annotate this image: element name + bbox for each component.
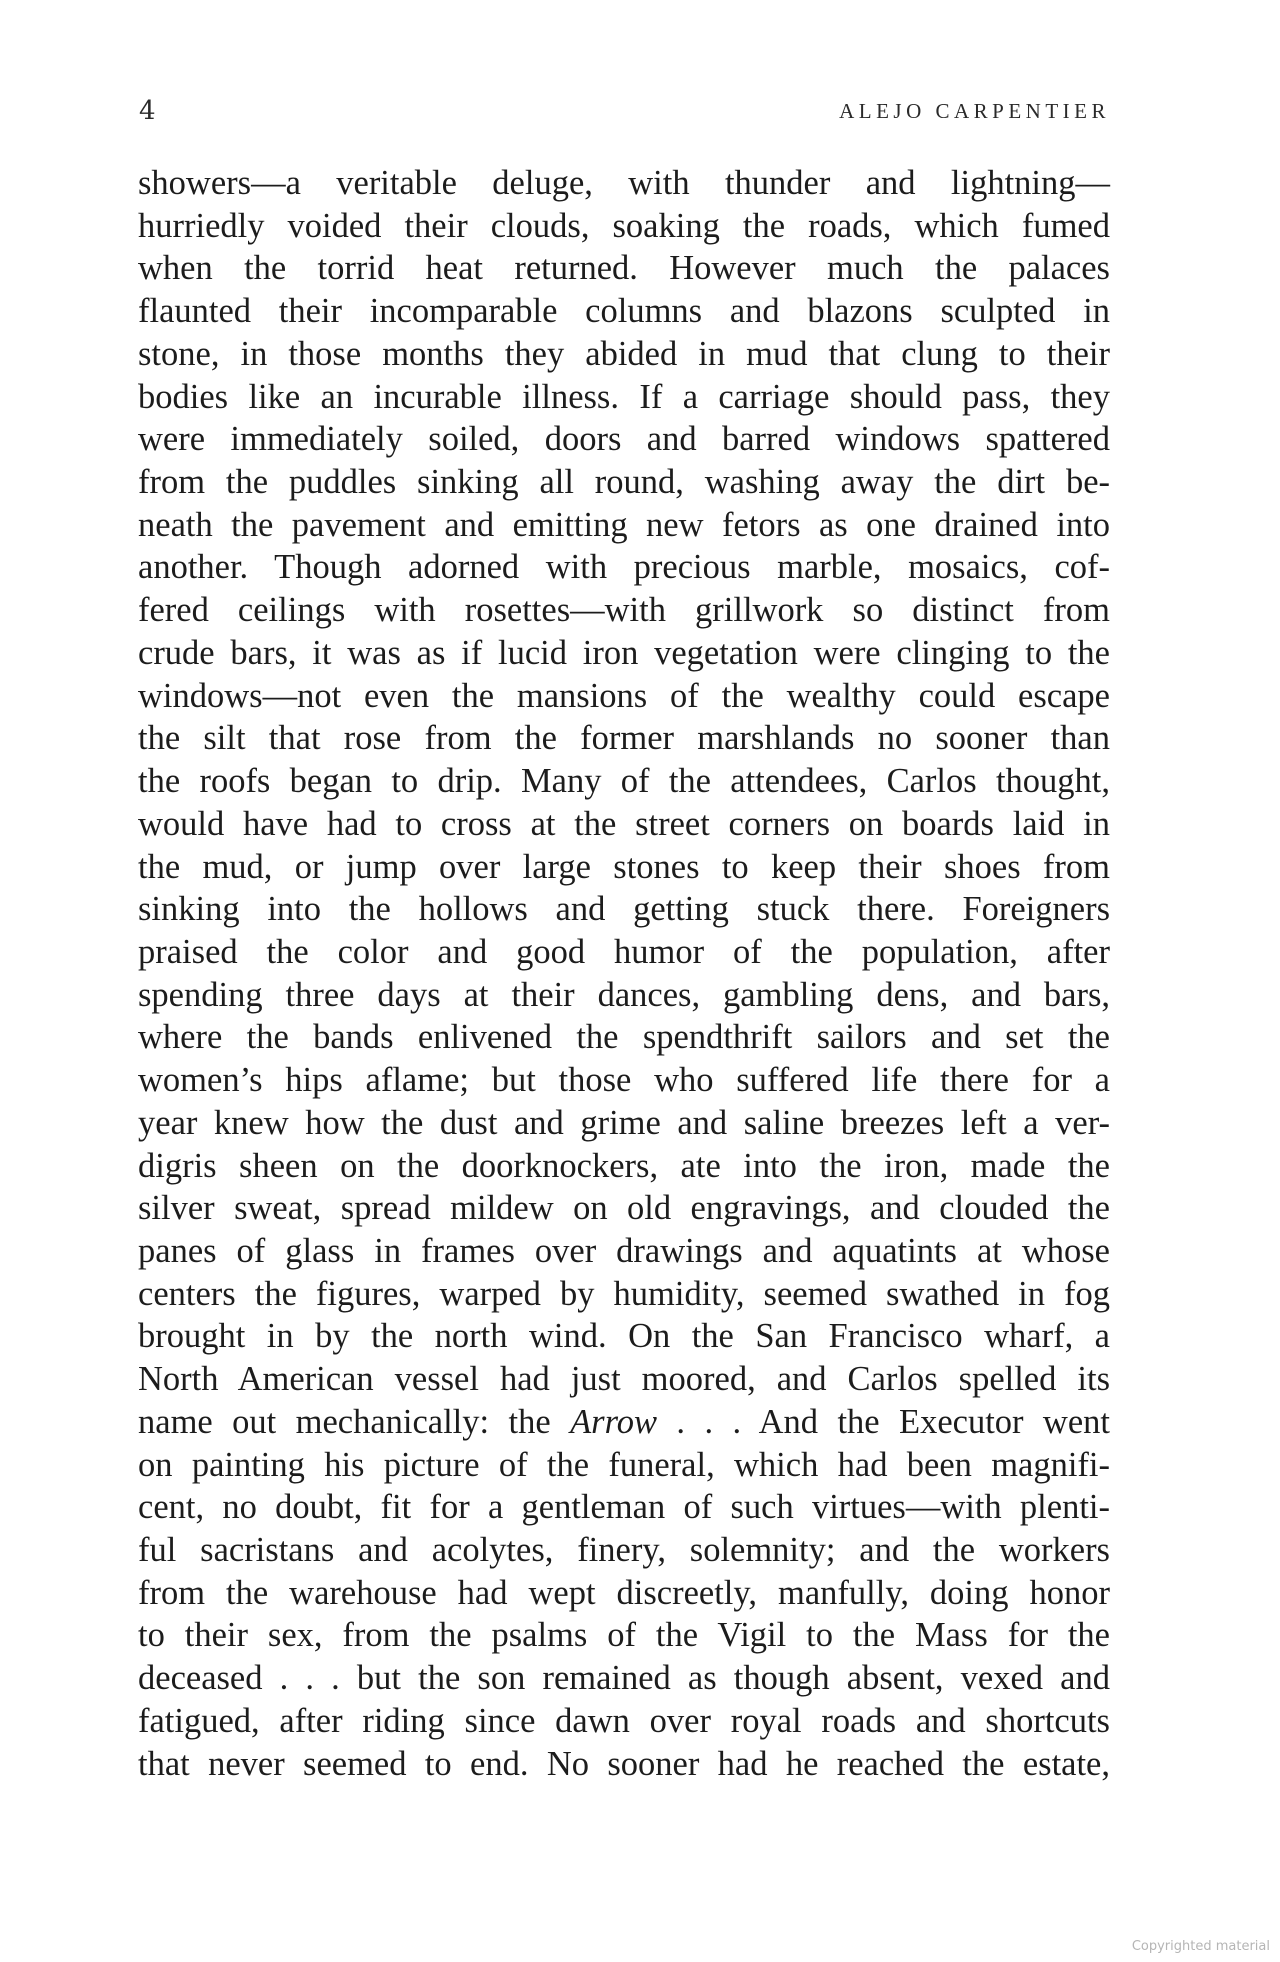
text-line: that never seemed to end. No sooner had he reached the estate, — [138, 1744, 1110, 1783]
text-line: digris sheen on the doorknockers, ate into the iron, made the — [138, 1146, 1110, 1185]
text-line: cent, no doubt, fit for a gentleman of such virtues—with plenti- — [138, 1488, 1110, 1527]
text-line: would have had to cross at the street corners on boards laid in — [138, 804, 1110, 843]
text-line: year knew how the dust and grime and saline breezes left a ver- — [138, 1103, 1110, 1142]
text-line: crude bars, it was as if lucid iron vegetation were clinging to the — [138, 633, 1110, 672]
text-line: where the bands enlivened the spendthrift sailors and set the — [138, 1018, 1110, 1057]
text-line: centers the figures, warped by humidity, seemed swathed in fog — [138, 1274, 1110, 1313]
text-line: were immediately soiled, doors and barred windows spattered — [138, 420, 1110, 459]
line-end: . . . And the Executor went — [657, 1402, 1110, 1441]
text-line: the mud, or jump over large stones to keep their shoes from — [138, 847, 1110, 886]
text-line: North American vessel had just moored, and Carlos spelled its — [138, 1360, 1110, 1399]
text-line: brought in by the north wind. On the San Francisco wharf, a — [138, 1317, 1110, 1356]
text-line: the silt that rose from the former marshlands no sooner than — [138, 719, 1110, 758]
text-line: panes of glass in frames over drawings and aquatints at whose — [138, 1231, 1110, 1270]
text-line: hurriedly voided their clouds, soaking the roads, which fumed — [138, 206, 1110, 245]
text-line: from the warehouse had wept discreetly, manfully, doing honor — [138, 1573, 1110, 1612]
text-line: stone, in those months they abided in mud that clung to their — [138, 334, 1110, 373]
running-head: ALEJO CARPENTIER — [839, 99, 1110, 123]
copyright-watermark: Copyrighted material — [1131, 1939, 1270, 1954]
text-line: to their sex, from the psalms of the Vigil to the Mass for the — [138, 1616, 1110, 1655]
text-line: praised the color and good humor of the population, after — [138, 932, 1110, 971]
text-line: fatigued, after riding since dawn over royal roads and shortcuts — [138, 1701, 1110, 1740]
text-line: neath the pavement and emitting new fetors as one drained into — [138, 505, 1110, 544]
text-line: women’s hips aflame; but those who suffered life there for a — [138, 1061, 1110, 1100]
text-line: sinking into the hollows and getting stuck there. Foreigners — [138, 890, 1110, 929]
text-line: spending three days at their dances, gambling dens, and bars, — [138, 975, 1110, 1014]
body-text — [138, 162, 1110, 1785]
text-line: flaunted their incomparable columns and blazons sculpted in — [138, 292, 1110, 331]
text-line: from the puddles sinking all round, washing away the dirt be- — [138, 463, 1110, 502]
text-line: showers—a veritable deluge, with thunder and lightning— — [138, 164, 1110, 202]
ship-name: Arrow — [570, 1402, 657, 1441]
text-line: on painting his picture of the funeral, which had been magnifi- — [138, 1445, 1110, 1484]
text-line: deceased . . . but the son remained as though absent, vexed and — [138, 1659, 1110, 1698]
text-line: fered ceilings with rosettes—with grillwork so distinct from — [138, 591, 1110, 630]
text-line-with-ship-name — [138, 1401, 1110, 1444]
page-number: 4 — [139, 96, 156, 126]
text-line: when the torrid heat returned. However much the palaces — [138, 249, 1110, 288]
text-line: the roofs began to drip. Many of the attendees, Carlos thought, — [138, 762, 1110, 801]
text-line: another. Though adorned with precious marble, mosaics, cof- — [138, 548, 1110, 587]
line-start: name out mechanically: the — [138, 1402, 571, 1441]
text-line: ful sacristans and acolytes, finery, solemnity; and the workers — [138, 1531, 1110, 1569]
text-line: windows—not even the mansions of the wealthy could escape — [138, 676, 1110, 715]
text-line: silver sweat, spread mildew on old engravings, and clouded the — [138, 1189, 1110, 1228]
text-line: bodies like an incurable illness. If a carriage should pass, they — [138, 377, 1110, 416]
